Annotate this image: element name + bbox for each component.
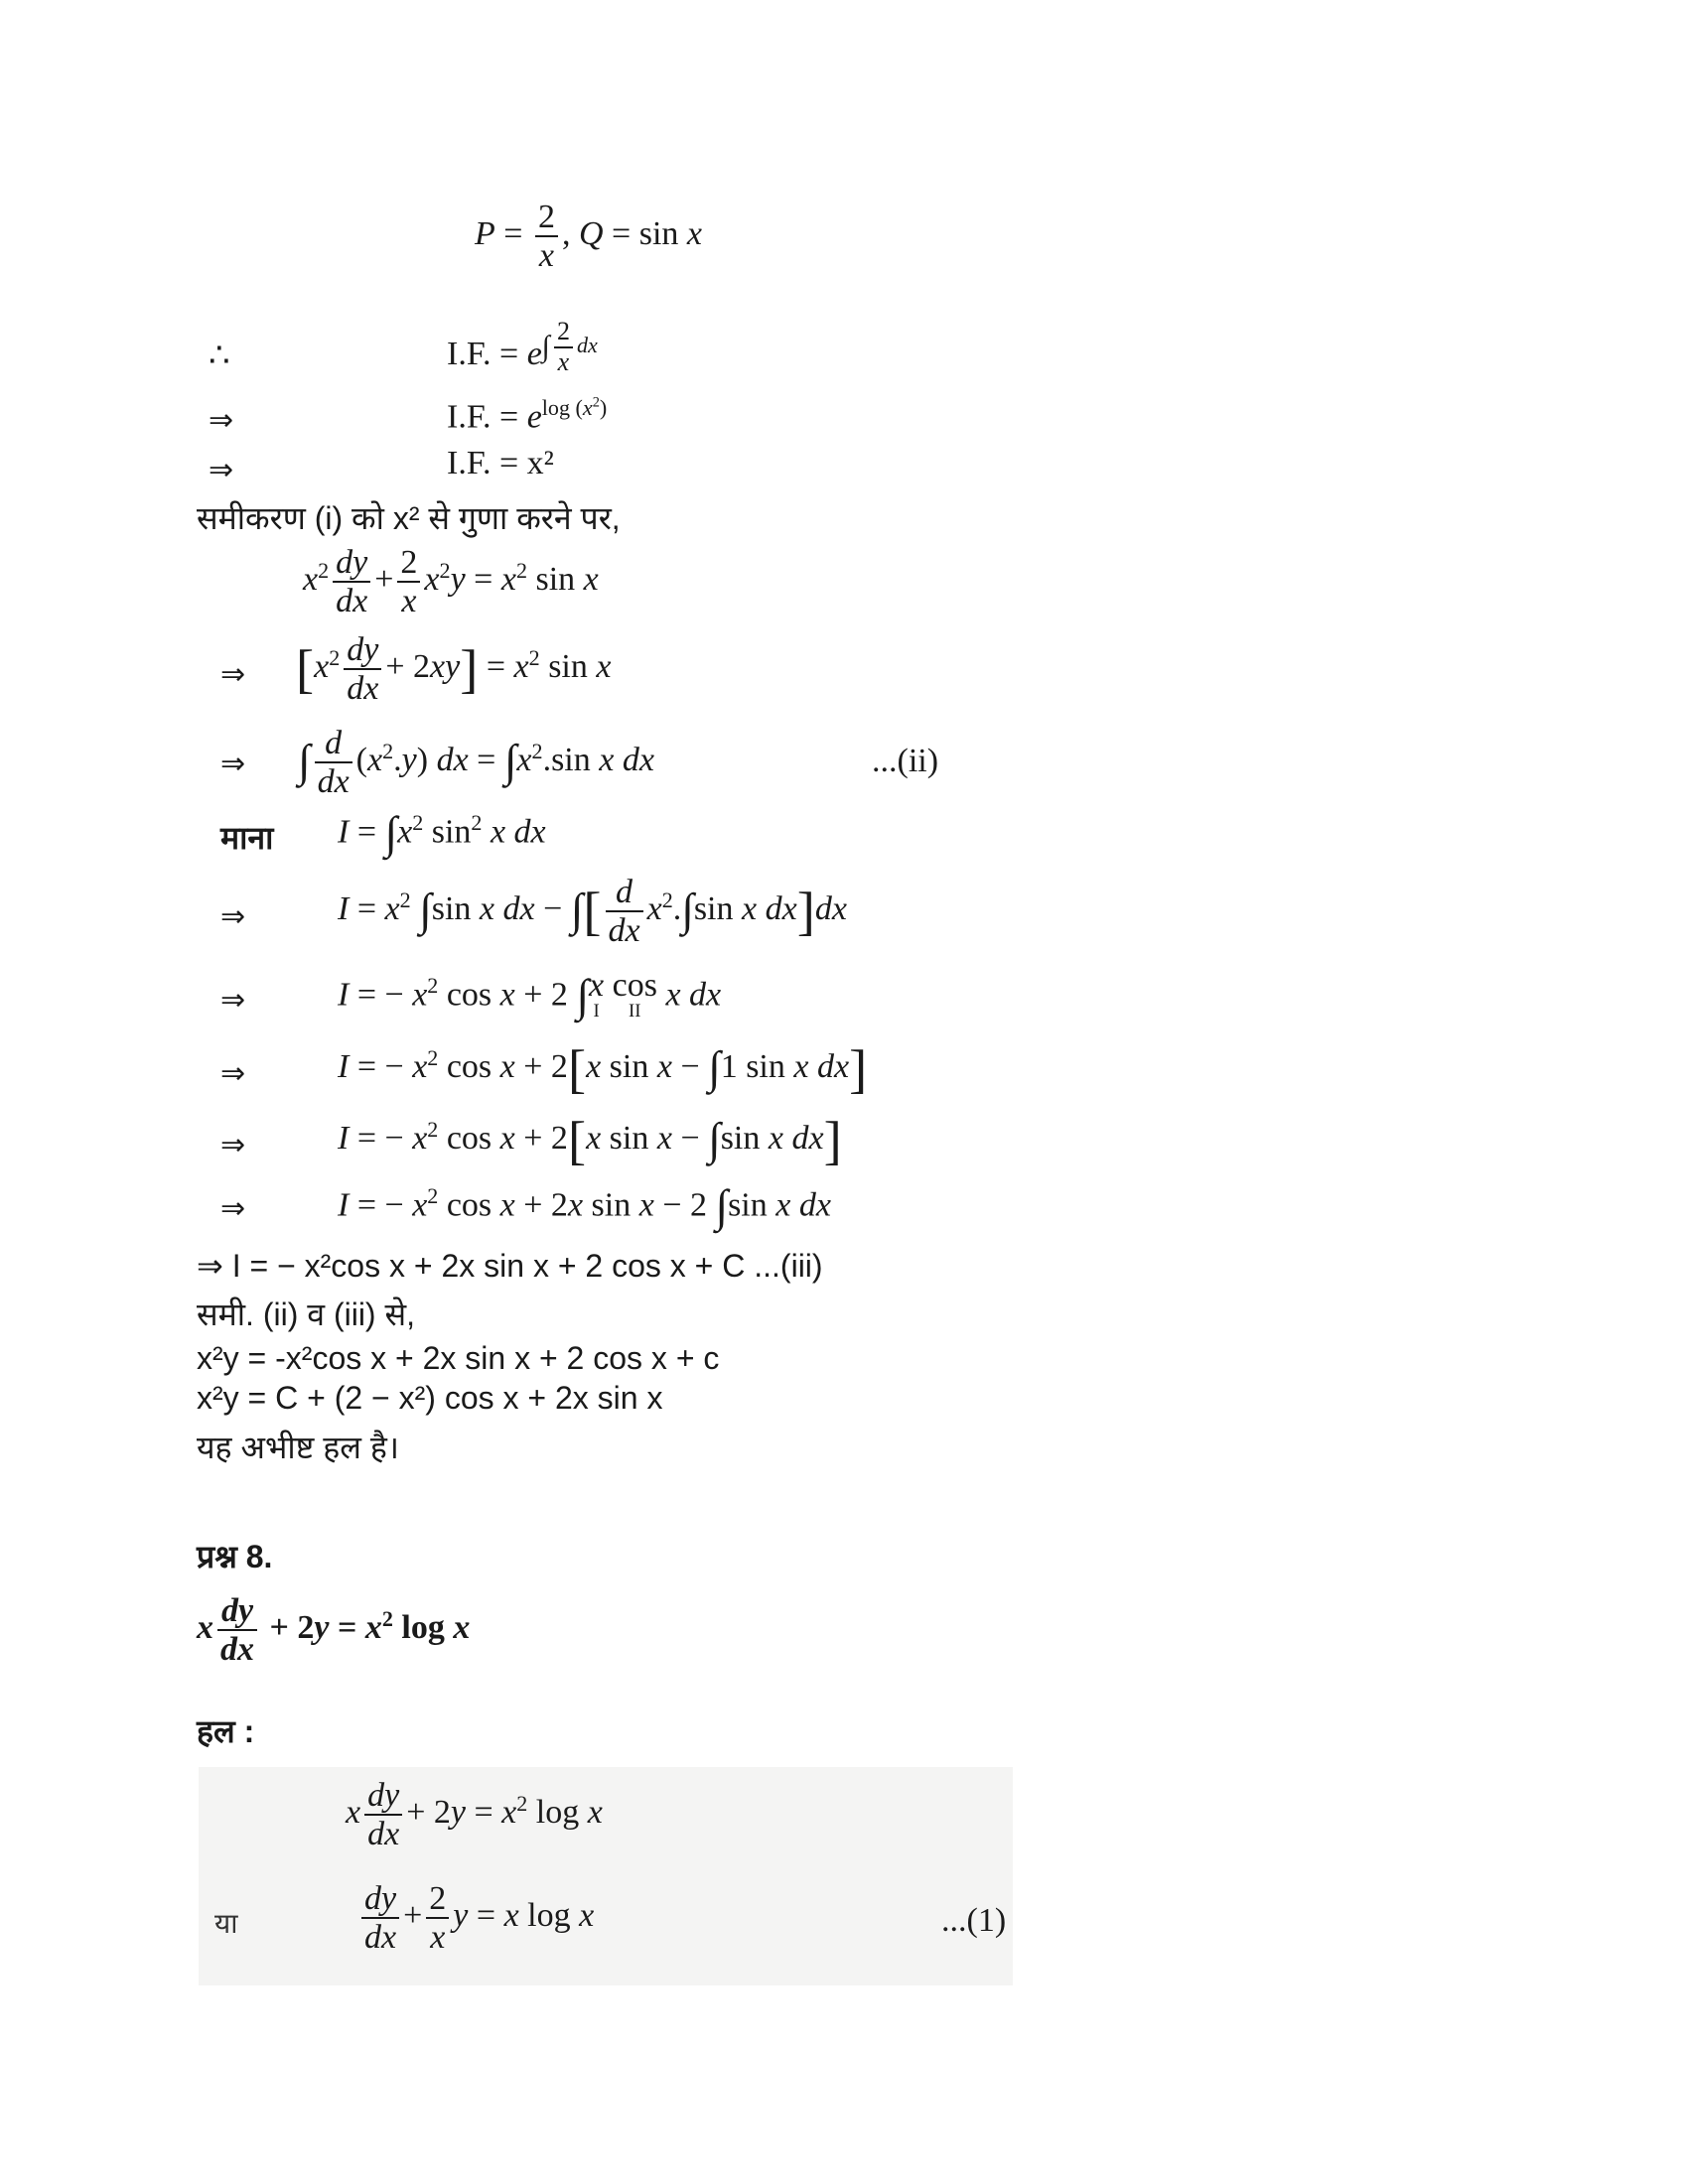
if-step-2: I.F. = $e^{log (x^2)}$ (447, 395, 608, 436)
implies-arrow: ⇒ (220, 1128, 246, 1162)
implies-arrow: ⇒ (220, 899, 246, 934)
solution-equation-2: $\frac{dy}{dx}$ + $\frac{2}{x}$ y = x log x (357, 1880, 594, 1957)
implies-arrow: ⇒ (220, 747, 246, 781)
if-step-3: I.F. = x² (447, 445, 554, 481)
solution-equation-1: x $\frac{dy}{dx}$ + $2y = x^2$ log x (346, 1777, 603, 1853)
let-label: माना (220, 820, 274, 856)
solution-label: हल : (197, 1713, 255, 1749)
from-equations-text: समी. (ii) व (iii) से, (197, 1297, 415, 1332)
solution-line-2: x²y = C + (2 − x²) cos x + 2x sin x (197, 1380, 663, 1416)
implies-arrow: ⇒ (220, 1191, 246, 1226)
equation-multiplied: $x^2$ $\frac{dy}{dx}$ + $\frac{2}{x}$ $x^2y = x^2$ sin x (303, 544, 599, 620)
step-parts-3: I = − $x^2$ cos x + 2[x sin x − ∫sin x dx] (338, 1111, 842, 1170)
equation-tag-ii: ...(ii) (872, 743, 939, 779)
implies-arrow: ⇒ (209, 403, 234, 438)
step-parts-1: I = − $x^2$ cos x + 2 ∫x I cos II x dx (338, 967, 722, 1022)
solution-background (199, 1767, 1013, 1985)
question-heading: प्रश्न 8. (197, 1539, 273, 1574)
or-label: या (214, 1908, 238, 1939)
integral-definition: $I = \int x^2$ $\sin^2 x$ dx (338, 807, 546, 858)
integral-result-iii: ⇒ I = − x²cos x + 2x sin x + 2 cos x + C ...(iii) (197, 1248, 823, 1284)
solution-line-1: x²y = -x²cos x + 2x sin x + 2 cos x + c (197, 1340, 720, 1376)
implies-arrow: ⇒ (209, 453, 234, 487)
multiply-instruction: समीकरण (i) को x² से गुणा करने पर, (197, 500, 621, 536)
implies-arrow: ⇒ (220, 983, 246, 1018)
integration-by-parts: $I = x^2$ ∫sin x dx − ∫[ $\frac{d}{dx}$ $x^2.\int\sin$ x dx]dx (338, 874, 847, 950)
step-parts-2: I = − $x^2$ cos x + 2[x sin x − ∫1 sin x dx] (338, 1039, 868, 1099)
conclusion-text: यह अभीष्ट हल है। (197, 1430, 399, 1465)
pq-definition: P = $\frac{2}{x}$ , Q = sin x (475, 199, 702, 275)
if-label: I.F. = (447, 398, 519, 436)
if-step-1: I.F. = $e^{\int \frac{2}{x} dx}$ (447, 317, 598, 376)
question-equation: x $\frac{dy}{dx}$ + $2y = x^2$ log x (197, 1592, 471, 1669)
if-label: I.F. = (447, 336, 519, 372)
equation-integrated: ∫ $\frac{d}{dx}$ $(x^2.y)$ dx = $\int x^2.\sin$ x dx (298, 725, 654, 801)
implies-arrow: ⇒ (220, 1056, 246, 1091)
therefore-symbol: ∴ (209, 338, 230, 374)
step-parts-4: I = − $x^2$ cos x + 2x sin x − 2 ∫sin x dx (338, 1180, 831, 1231)
equation-bracket: [$x^2$ $\frac{dy}{dx}$ + $2xy] = x^2$ sin x (296, 631, 612, 708)
equation-tag-1: ...(1) (941, 1902, 1007, 1939)
implies-arrow: ⇒ (220, 657, 246, 692)
